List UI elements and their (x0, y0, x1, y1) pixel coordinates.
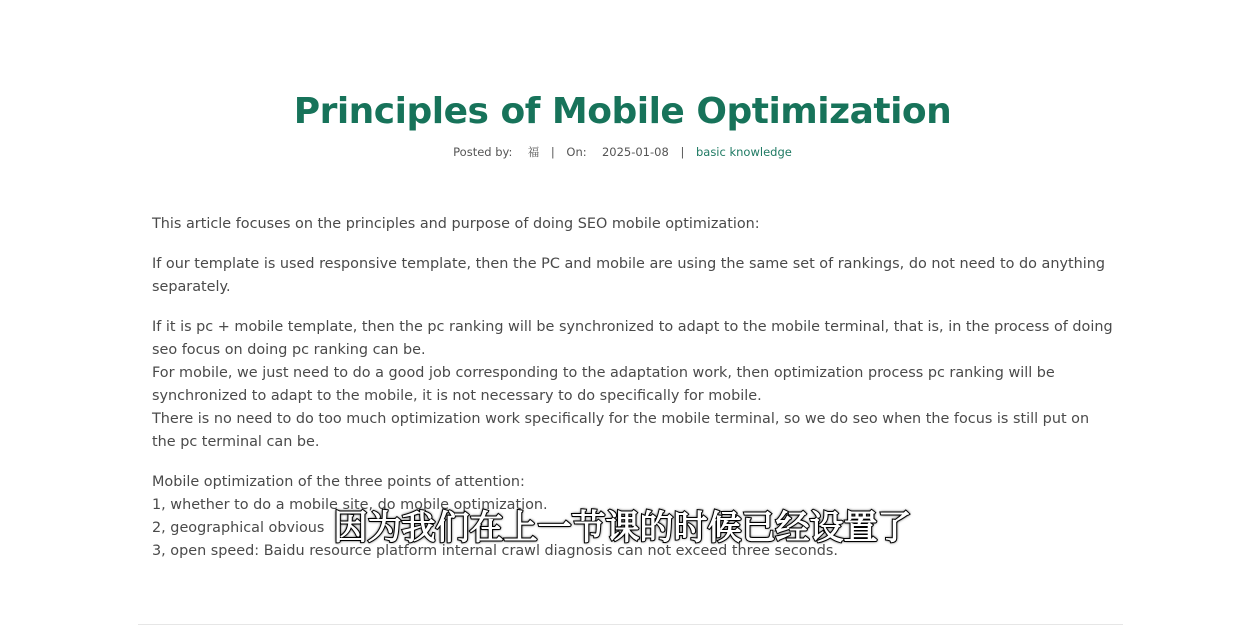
paragraph-responsive (152, 253, 1117, 299)
body-line: If it is pc + mobile template, then the pc ranking will be synchronized to adapt to the mobile terminal, that is, in the process of doing seo focus on doing pc ranking can be. (152, 319, 1113, 358)
list-item: 3, open speed: Baidu resource platform internal crawl diagnosis can not exceed three seconds. (152, 543, 838, 559)
video-subtitle: 因为我们在上一节课的时候已经设置了 (333, 508, 912, 548)
body-line: There is no need to do too much optimization work specifically for the mobile terminal, so we do seo when the focus is still put on the pc terminal can be. (152, 411, 1090, 450)
category-link[interactable]: basic knowledge (695, 145, 792, 159)
author-name: 福 (527, 145, 540, 159)
article-title: Principles of Mobile Optimization (293, 91, 952, 132)
body-line: If our template is used responsive template, then the PC and mobile are using the same set of rankings, do not need to do anything separately. (152, 256, 1106, 295)
paragraph-intro (152, 213, 1117, 236)
meta-separator: | (550, 145, 555, 159)
body-line: This article focuses on the principles and purpose of doing SEO mobile optimization: (152, 216, 760, 232)
body-line: For mobile, we just need to do a good job corresponding to the adaptation work, then optimization process pc ranking will be synchronized to adapt to the mobile, it is not necessary to do specifically for mobile. (152, 365, 1055, 404)
body-line: Mobile optimization of the three points of attention: (152, 474, 525, 490)
list-item: 2, geographical obvious (152, 520, 325, 536)
article-meta (0, 143, 1245, 161)
list-item: 1, whether to do a mobile site, do mobile optimization. (152, 497, 548, 513)
posted-by-label: Posted by: (453, 145, 513, 159)
post-date: 2025-01-08 (601, 145, 669, 159)
paragraph-pc-mobile (152, 316, 1117, 454)
on-label: On: (566, 145, 587, 159)
content-divider (138, 624, 1123, 625)
meta-separator: | (680, 145, 685, 159)
